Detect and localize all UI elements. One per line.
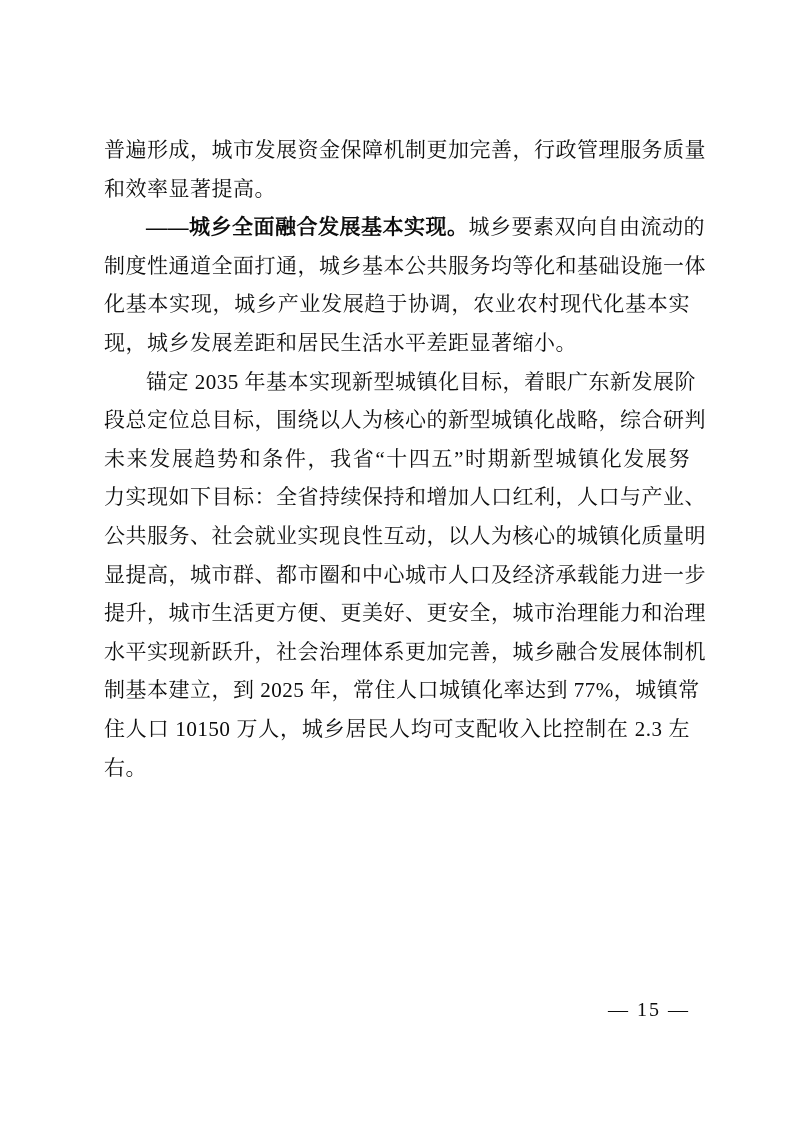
paragraph-line: 住人口 10150 万人，城乡居民人均可支配收入比控制在 2.3 左: [104, 716, 690, 741]
paragraph-line: 显提高，城市群、都市圈和中心城市人口及经济承载能力进一步: [104, 562, 706, 587]
paragraph-line-text: 城乡要素双向自由流动的: [468, 215, 705, 240]
text-content: [104, 131, 706, 787]
paragraph-line: 和效率显著提高。: [104, 176, 276, 201]
paragraph-line: 制基本建立，到 2025 年，常住人口城镇化率达到 77%，城镇常: [104, 678, 700, 703]
paragraph-line: 水平实现新跃升，社会治理体系更加完善，城乡融合发展体制机: [104, 639, 706, 664]
paragraph-line: 现，城乡发展差距和居民生活水平差距显著缩小。: [104, 330, 577, 355]
paragraph-line: [104, 208, 705, 247]
paragraph-line: 段总定位总目标，围绕以人为核心的新型城镇化战略，综合研判: [104, 408, 706, 433]
paragraph-line: 制度性通道全面打通，城乡基本公共服务均等化和基础设施一体: [104, 253, 706, 278]
paragraph-line: 公共服务、社会就业实现良性互动，以人为核心的城镇化质量明: [104, 523, 706, 548]
paragraph-line: 化基本实现，城乡产业发展趋于协调，农业农村现代化基本实: [104, 292, 690, 317]
paragraph-line: 右。: [104, 755, 147, 780]
footer-page-number: — 15 —: [608, 999, 690, 1021]
paragraph-line: 提升，城市生活更方便、更美好、更安全，城市治理能力和治理: [104, 601, 706, 626]
paragraph-line: 锚定 2035 年基本实现新型城镇化目标，着眼广东新发展阶: [146, 369, 696, 394]
paragraph-line: 未来发展趋势和条件，我省“十四五”时期新型城镇化发展努: [104, 446, 690, 471]
paragraph-line: 普遍形成，城市发展资金保障机制更加完善，行政管理服务质量: [104, 138, 706, 162]
paragraph-line: 力实现如下目标：全省持续保持和增加人口红利，人口与产业、: [104, 485, 706, 510]
paragraph-lead-bold: ——城乡全面融合发展基本实现。: [146, 215, 469, 240]
